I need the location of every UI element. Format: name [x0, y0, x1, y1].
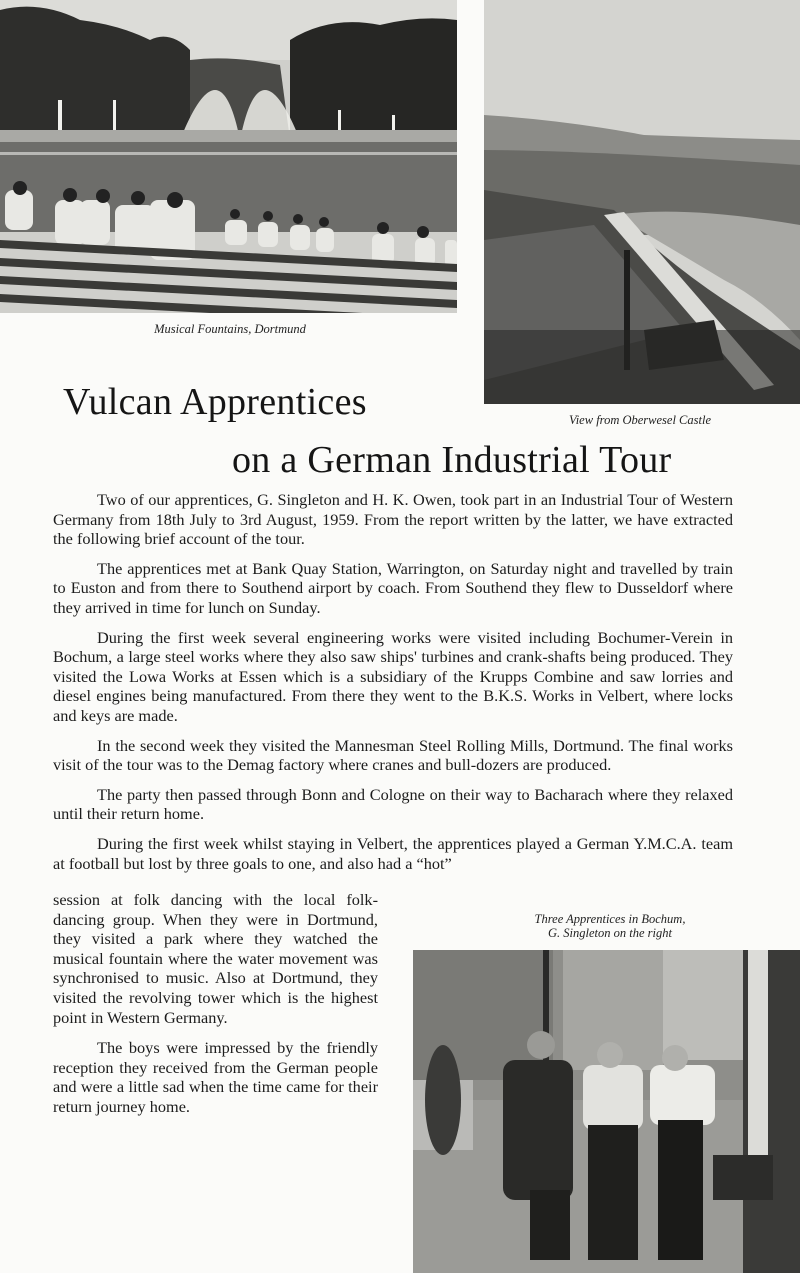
- caption-musical-fountains: Musical Fountains, Dortmund: [154, 322, 306, 336]
- paragraph-first-week: During the first week several engineering works were visited including Bochumer-Verein in Bochum, a large steel works where they also saw ships' turbines and crank-shafts being produced. They visited the Lowa Works at Essen which is a subsidiary of the Krupps Combine and saw lorries and diesel engines being manufactured. From there they went to the B.K.S. Works in Velbert, where locks and keys are made.: [53, 627, 733, 725]
- fountain-photo-image: [0, 0, 457, 313]
- paragraph-velbert-start: During the first week whilst staying in Velbert, the apprentices played a German Y.M.C.A. team at football but lost by three goals to one, and also had a “hot”: [53, 833, 733, 873]
- paragraph-bonn-cologne: The party then passed through Bonn and Cologne on their way to Bacharach where they relaxed until their return home.: [53, 784, 733, 824]
- paragraph-intro: Two of our apprentices, G. Singleton and H. K. Owen, took part in an Industrial Tour of Western Germany from 18th July to 3rd August, 1959. From the report written by the latter, we have extracted the following brief account of the tour.: [53, 490, 733, 549]
- caption-bochum-line1: Three Apprentices in Bochum,: [534, 912, 686, 926]
- article-title-line1: Vulcan Apprentices: [63, 381, 367, 423]
- caption-bochum-apprentices: [440, 912, 780, 940]
- oberwesel-photo-image: [484, 0, 800, 404]
- caption-bochum-line2: G. Singleton on the right: [548, 926, 672, 940]
- caption-oberwesel-castle: View from Oberwesel Castle: [569, 413, 711, 427]
- bochum-photo-image: [413, 950, 800, 1273]
- photo-three-apprentices-bochum: [413, 950, 800, 1273]
- paragraph-velbert-continued: session at folk dancing with the local folk-dancing group. When they were in Dortmund, they visited a park where they watched the musical fountain where the water movement was synchronised to music. Also at Dortmund, they visited the revolving tower which is the highest point in Western Germany.: [53, 890, 378, 1027]
- article-body-narrow-column: [53, 890, 378, 1128]
- paragraph-closing: The boys were impressed by the friendly reception they received from the German people and were a little sad when the time came for their return journey home.: [53, 1038, 378, 1116]
- paragraph-travel: The apprentices met at Bank Quay Station, Warrington, on Saturday night and travelled by train to Euston and from there to Southend airport by coach. From Southend they flew to Dusseldorf where they arrived in time for lunch on Sunday.: [53, 558, 733, 617]
- photo-musical-fountains: [0, 0, 457, 313]
- article-body-full-width: [53, 490, 733, 873]
- photo-oberwesel-castle-view: [484, 0, 800, 404]
- paragraph-second-week: In the second week they visited the Mannesman Steel Rolling Mills, Dortmund. The final works visit of the tour was to the Demag factory where cranes and bull-dozers are produced.: [53, 735, 733, 775]
- article-title-line2: on a German Industrial Tour: [232, 439, 672, 481]
